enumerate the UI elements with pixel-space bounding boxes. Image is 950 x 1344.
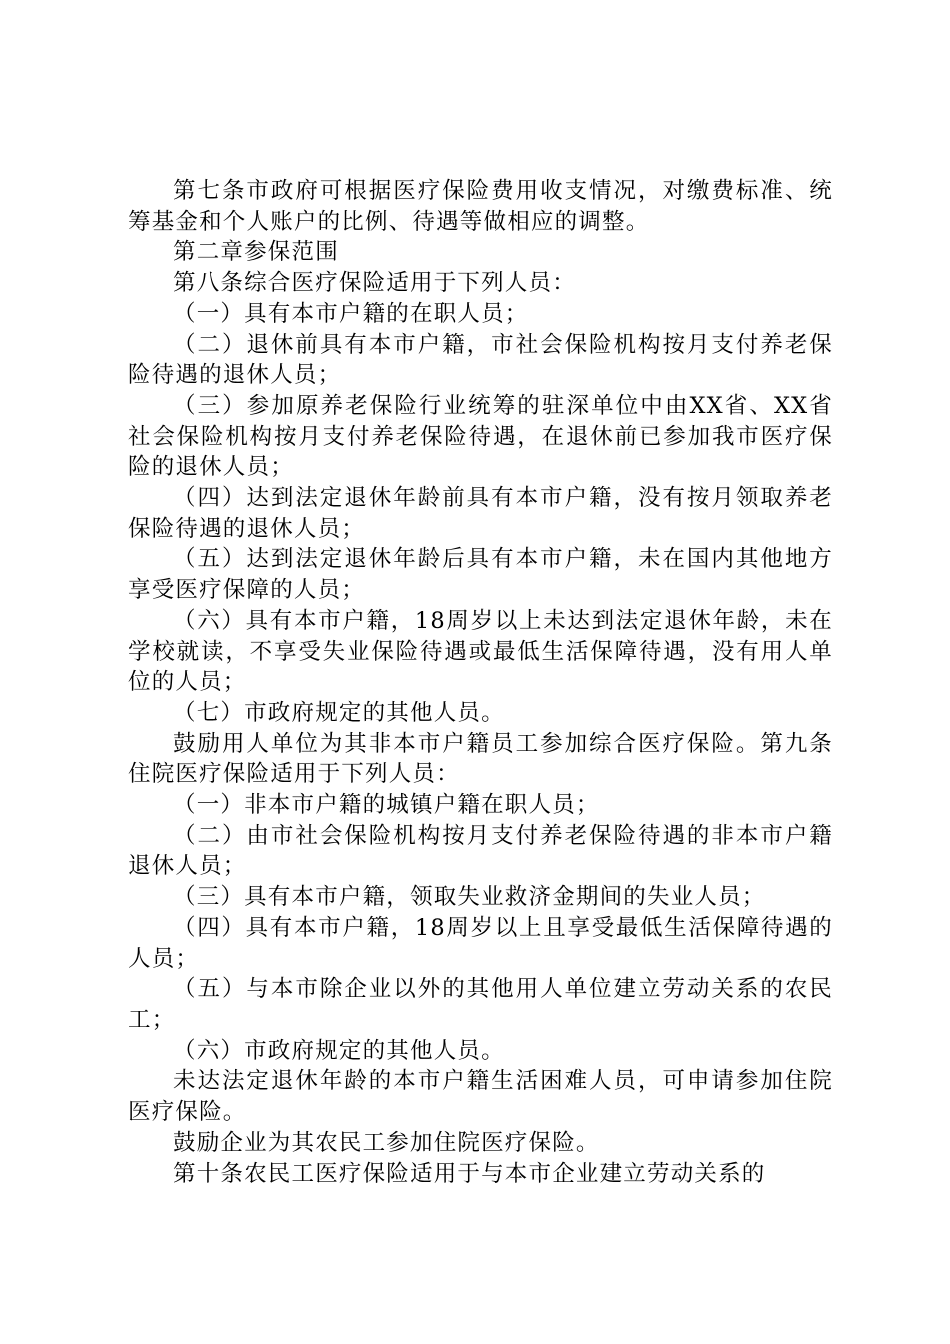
- chapter-heading: 第二章参保范围: [173, 239, 339, 266]
- paragraph-article-7: 第七条市政府可根据医疗保险费用收支情况，对缴费标准、统筹基金和个人账户的比例、待遇等做相应的调整。: [128, 178, 833, 235]
- list-item: （五）达到法定退休年龄后具有本市户籍，未在国内其他地方享受医疗保障的人员；: [128, 546, 833, 604]
- list-item: （二）由市社会保险机构按月支付养老保险待遇的非本市户籍退休人员；: [128, 822, 833, 880]
- list-item: （二）退休前具有本市户籍，市社会保险机构按月支付养老保险待遇的退休人员；: [128, 331, 833, 389]
- list-item: （六）具有本市户籍，18周岁以上未达到法定退休年龄，未在学校就读，不享受失业保险待遇或最低生活保障待遇，没有用人单位的人员；: [128, 607, 833, 696]
- paragraph-note: 未达法定退休年龄的本市户籍生活困难人员，可申请参加住院医疗保险。: [128, 1068, 833, 1126]
- list-item: （七）市政府规定的其他人员。: [173, 699, 505, 726]
- paragraph-article-8: 第八条综合医疗保险适用于下列人员：: [173, 270, 576, 297]
- paragraph-note: 鼓励企业为其农民工参加住院医疗保险。: [173, 1129, 600, 1156]
- list-item: （一）非本市户籍的城镇户籍在职人员；: [173, 792, 600, 819]
- paragraph-article-10: 第十条农民工医疗保险适用于与本市企业建立劳动关系的: [173, 1160, 766, 1187]
- list-item: （三）参加原养老保险行业统筹的驻深单位中由XX省、XX省社会保险机构按月支付养老保险待遇，在退休前已参加我市医疗保险的退休人员；: [128, 392, 833, 481]
- list-item: （三）具有本市户籍，领取失业救济金期间的失业人员；: [173, 884, 766, 911]
- document-body: [128, 176, 833, 1189]
- list-item: （六）市政府规定的其他人员。: [173, 1037, 505, 1064]
- list-item: （四）具有本市户籍，18周岁以上且享受最低生活保障待遇的人员；: [128, 914, 833, 972]
- list-item: （四）达到法定退休年龄前具有本市户籍，没有按月领取养老保险待遇的退休人员；: [128, 485, 833, 542]
- list-item: （五）与本市除企业以外的其他用人单位建立劳动关系的农民工；: [128, 976, 833, 1033]
- list-item: （一）具有本市户籍的在职人员；: [173, 300, 529, 327]
- paragraph-article-9: 鼓励用人单位为其非本市户籍员工参加综合医疗保险。第九条住院医疗保险适用于下列人员：: [128, 730, 833, 788]
